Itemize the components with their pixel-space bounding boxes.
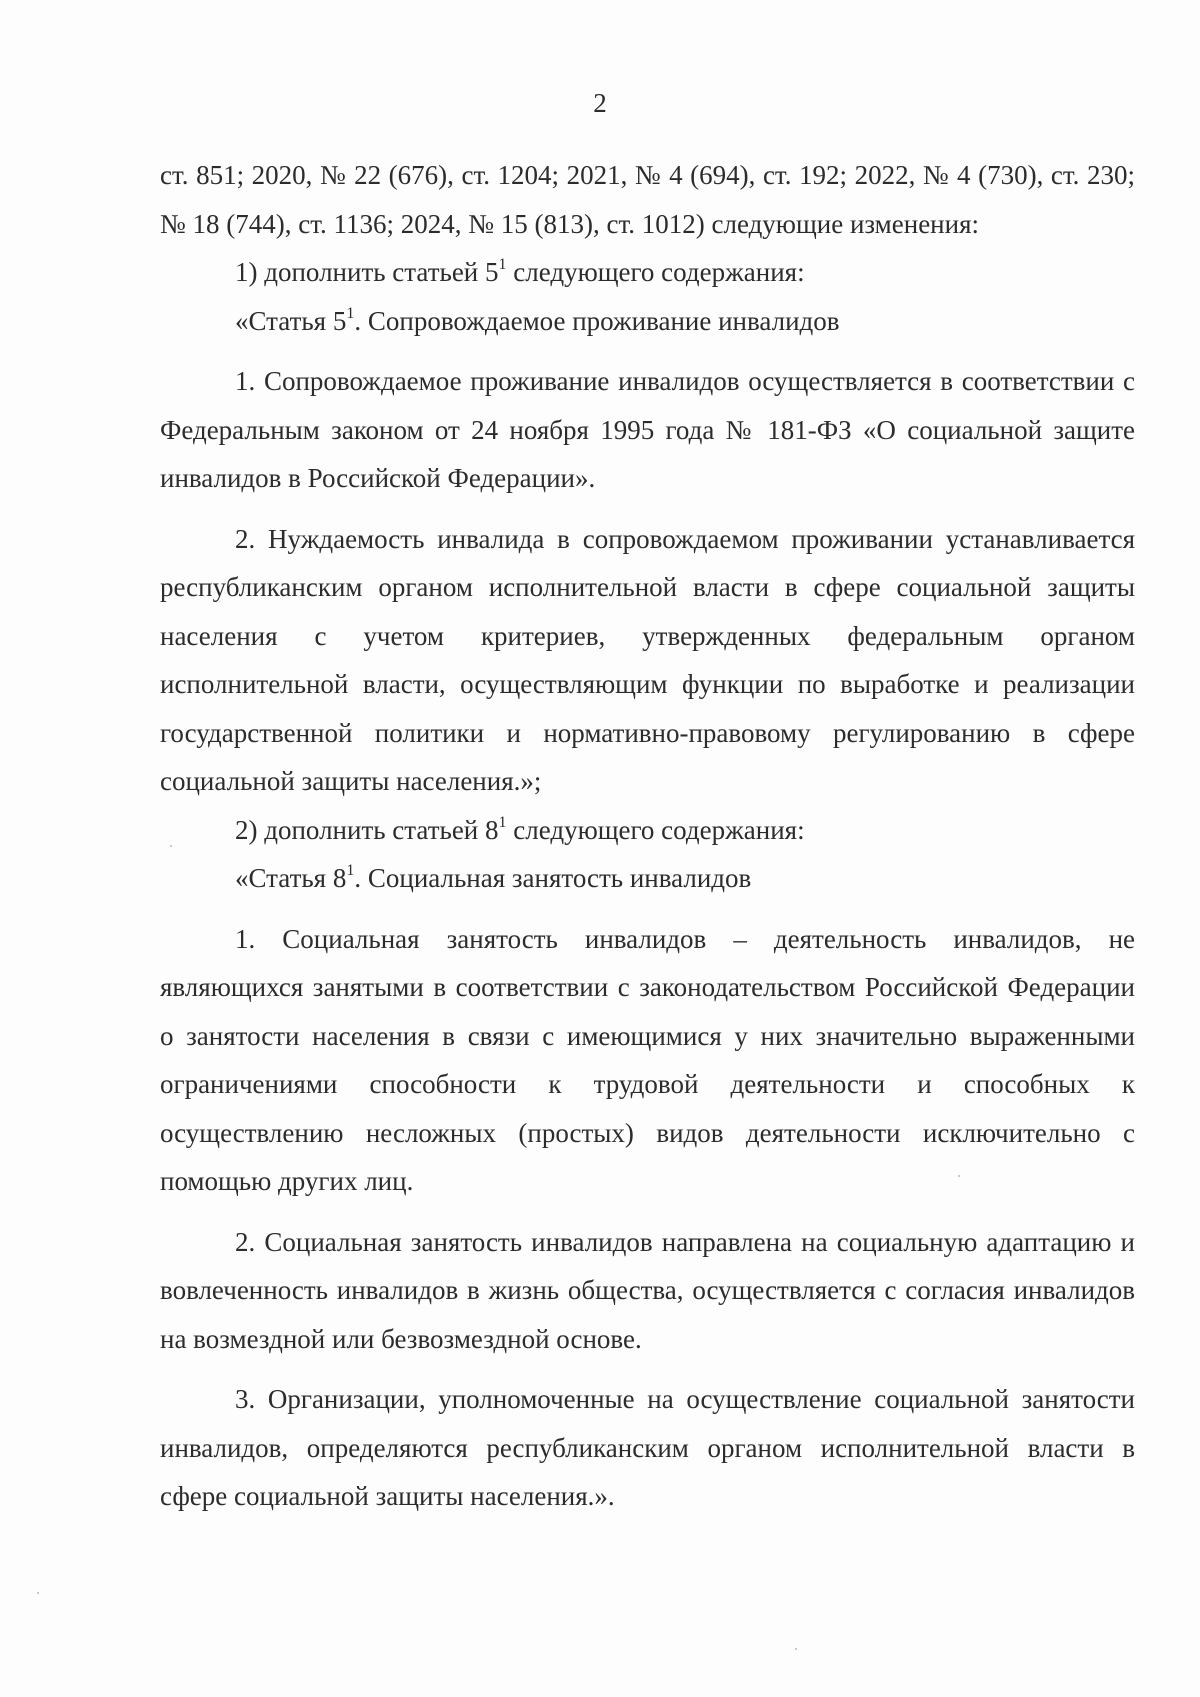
scan-speck [958,1175,960,1177]
amendment-1-superscript: 1 [498,256,507,273]
article-8-1-clause-1: 1. Социальная занятость инвалидов – деятельность инвалидов, не являющихся занятыми в соответствии с законодательством Российской Федерации о занятости населения в связи с имеющимися у них значительно выраженными ограничениями способности к трудовой деятельности и способных к осуществлению несложных (простых) видов деятельности исключительно с помощью других лиц. [160,923,1135,1196]
paragraph-amendment-1 [160,248,1135,297]
article-5-1-heading-title: . Сопровождаемое проживание инвалидов [354,305,840,336]
article-8-1-heading [160,854,1135,903]
article-8-1-superscript: 1 [346,862,355,879]
article-5-1-clause-1: 1. Сопровождаемое проживание инвалидов осуществляется в соответствии с Федеральным законом от 24 ноября 1995 года № 181-ФЗ «О социальной защите инвалидов в Российской Федерации». [160,366,1135,493]
amendment-1-text-end: следующего содержания: [506,257,805,287]
document-body [160,151,1135,1521]
article-5-1-superscript: 1 [346,304,355,322]
amendment-2-text: 2) дополнить статьей 8 [235,814,499,845]
article-8-1-heading-title: . Социальная занятость инвалидов [354,863,752,893]
paragraph-references: ст. 851; 2020, № 22 (676), ст. 1204; 2021, № 4 (694), ст. 192; 2022, № 4 (730), ст. 230; № 18 (744), ст. 1136; 2024, № 15 (813), ст. 1012) следующие изменения: [160,160,1135,239]
article-8-1-clause-2: 2. Социальная занятость инвалидов направлена на социальную адаптацию и вовлеченность инвалидов в жизнь общества, осуществляется с согласия инвалидов на возмездной или безвозмездной основе. [160,1226,1135,1354]
amendment-2-superscript: 1 [498,813,507,831]
article-8-1-clause-3: 3. Организации, уполномоченные на осуществление социальной занятости инвалидов, определяются республиканским органом исполнительной власти в сфере социальной защиты населения.». [160,1384,1135,1511]
amendment-2-text-end: следующего содержания: [506,814,805,845]
scan-speck [170,845,172,847]
scan-speck [795,1648,797,1650]
article-8-1-heading-text: «Статья 8 [235,863,347,893]
paragraph-amendment-2 [160,806,1135,855]
amendment-1-text: 1) дополнить статьей 5 [235,257,499,287]
scan-speck [37,1592,39,1594]
article-5-1-clause-2: 2. Нуждаемость инвалида в сопровождаемом проживании устанавливается республиканским органом исполнительной власти в сфере социальной защиты населения с учетом критериев, утвержденных федеральным органом исполнительной власти, осуществляющим функции по выработке и реализации государственной политики и нормативно-правовому регулированию в сфере социальной защиты населения.»; [160,523,1135,796]
page-number: 2 [593,88,607,118]
article-5-1-heading-text: «Статья 5 [235,305,347,336]
article-5-1-heading [160,297,1135,346]
